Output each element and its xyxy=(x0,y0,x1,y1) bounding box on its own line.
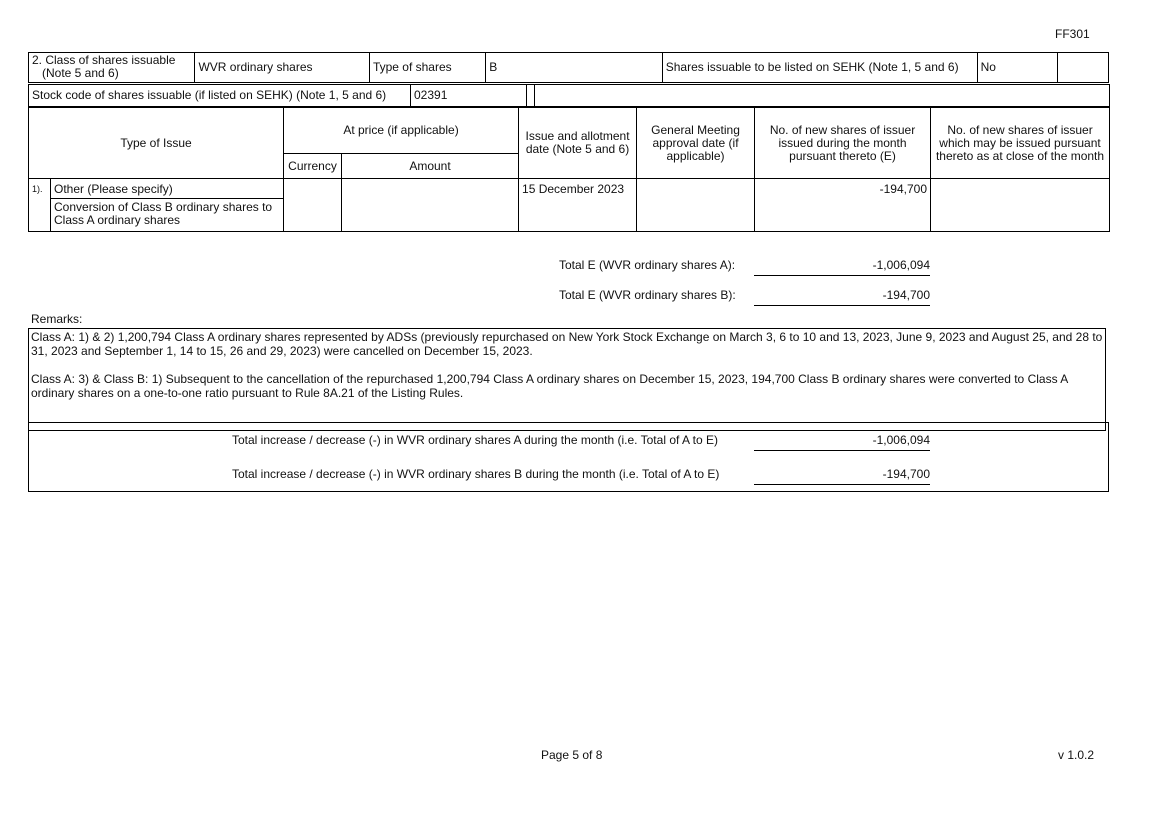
row-number: 1). xyxy=(29,179,51,232)
table-row xyxy=(29,179,1110,232)
total-b-value: -194,700 xyxy=(754,288,930,306)
total-a-label: Total E (WVR ordinary shares A): xyxy=(559,258,736,272)
issue-table xyxy=(28,107,1110,232)
row-amount xyxy=(342,179,519,232)
listed-label: Shares issuable to be listed on SEHK (Note 1, 5 and 6) xyxy=(662,53,977,83)
stock-code-empty xyxy=(535,85,1110,107)
listed-value: No xyxy=(977,53,1057,83)
summary-a-label: Total increase / decrease (-) in WVR ordinary shares A during the month (i.e. Total of A to E) xyxy=(232,433,719,447)
remarks-box xyxy=(28,328,1106,431)
blank-cell xyxy=(1057,53,1108,83)
version: v 1.0.2 xyxy=(1058,748,1095,762)
row-currency xyxy=(284,179,342,232)
class-value: WVR ordinary shares xyxy=(195,53,369,83)
summary-b-value: -194,700 xyxy=(754,467,930,485)
remarks-paragraph-1: Class A: 1) & 2) 1,200,794 Class A ordinary shares represented by ADSs (previously repurchased on New York Stock Exchange on March 3, 6 to 10 and 13, 2023, June 9, 2023 and August 25, and 28 to 31, 2023 and September 1, 14 to 15, 26 and 29, 2023) were cancelled on December 15, 2023. xyxy=(31,330,1103,358)
row-new-shares: -194,700 xyxy=(755,179,931,232)
stock-code-label: Stock code of shares issuable (if listed on SEHK) (Note 1, 5 and 6) xyxy=(29,85,411,107)
row-gm-date xyxy=(637,179,755,232)
class-header-table xyxy=(28,52,1109,83)
class-note: (Note 5 and 6) xyxy=(42,66,119,80)
page-number: Page 5 of 8 xyxy=(541,748,603,762)
summary-a-value: -1,006,094 xyxy=(754,433,930,451)
remarks-paragraph-2: Class A: 3) & Class B: 1) Subsequent to the cancellation of the repurchased 1,200,794 Class A ordinary shares on December 15, 2023, 194,700 Class B ordinary shares were converted to Class A ordinary shares on a one-to-one ratio pursuant to Rule 8A.21 of the Listing Rules. xyxy=(31,372,1068,400)
row-type: Other (Please specify) xyxy=(54,182,173,196)
type-value: B xyxy=(486,53,662,83)
header-currency: Currency xyxy=(284,154,342,179)
row-issue-date: 15 December 2023 xyxy=(519,179,637,232)
header-new-shares: No. of new shares of issuer issued during the month pursuant thereto (E) xyxy=(755,108,931,179)
row-description: Conversion of Class B ordinary shares to Class A ordinary shares xyxy=(51,198,283,227)
class-label-cell xyxy=(29,53,195,83)
row-may-issue xyxy=(931,179,1110,232)
summary-b-label: Total increase / decrease (-) in WVR ordinary shares B during the month (i.e. Total of A to E) xyxy=(232,467,720,481)
class-label: 2. Class of shares issuable xyxy=(32,53,176,67)
stock-code-gap xyxy=(527,85,535,107)
header-may-issue: No. of new shares of issuer which may be issued pursuant thereto as at close of the month xyxy=(931,108,1110,179)
type-label: Type of shares xyxy=(369,53,485,83)
row-type-cell xyxy=(51,179,284,232)
stock-code-table xyxy=(28,84,1110,107)
total-a-value: -1,006,094 xyxy=(754,258,930,276)
header-amount: Amount xyxy=(342,154,519,179)
total-b-label: Total E (WVR ordinary shares B): xyxy=(559,288,736,302)
header-issue-date: Issue and allotment date (Note 5 and 6) xyxy=(519,108,637,179)
remarks-label: Remarks: xyxy=(31,312,83,326)
stock-code-value: 02391 xyxy=(411,85,527,107)
form-code: FF301 xyxy=(1055,27,1090,41)
header-at-price: At price (if applicable) xyxy=(284,108,519,154)
header-type-of-issue: Type of Issue xyxy=(29,108,284,179)
header-gm-date: General Meeting approval date (if applicable) xyxy=(637,108,755,179)
